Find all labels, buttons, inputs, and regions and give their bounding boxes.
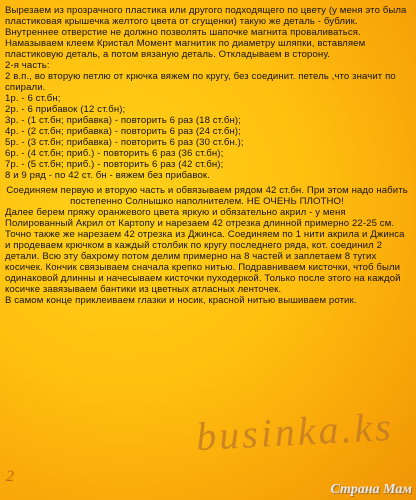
row-instruction: 1р. - 6 ст.бн; — [5, 93, 61, 104]
fringe-paragraph: Точно также же нарезаем 42 отрезка из Джинса. Соединяем по 1 нити акрила и Джинса и продеваем крючком в каждый столбик по кругу последнего ряда, кот. соединил 2 детали. Всю эту бахрому потом делим примерно на 8 частей и заплетаем 8 тугих косичек. Кончик связываем сначала крепко нитью. Подравниваем кисточки, чтоб были одинаковой длинны и начесываем кисточки пуходеркой. Только после этого на каждой косичке завязываем бантики из цветных атласных ленточек. — [5, 229, 405, 295]
yarn-paragraph: Далее берем пряжу оранжевого цвета яркую и обязательно акрил - у меня Полированный Акрил от Картопу и нарезаем 42 отрезка длинной примерно 22-25 см. — [5, 207, 395, 229]
row-instruction: 4р. - (2 ст.бн; прибавка) - повторить 6 раз (24 ст.бн); — [5, 126, 241, 137]
row-instruction: 5р. - (3 ст.бн; прибавка) - повторить 6 раз (30 ст.бн.); — [5, 137, 244, 148]
join-paragraph: Соединяем первую и вторую часть и обвязываем рядом 42 ст.бн. При этом надо набить постепенно Солнышко наполнителем. НЕ ОЧЕНЬ ПЛОТНО! — [6, 185, 408, 207]
row-instruction: 8 и 9 ряд - по 42 ст. бн - вяжем без прибавок. — [5, 170, 210, 181]
page-number: 2 — [6, 468, 14, 485]
author-signature: businka.ks — [195, 403, 396, 460]
part2-description: 2 в.п., во вторую петлю от крючка вяжем по кругу, без соединит. петель ,что значит по спирали. — [5, 71, 396, 93]
row-instruction: 6р. - (4 ст.бн; приб.) - повторить 6 раз (36 ст.бн); — [5, 148, 224, 159]
row-instruction: 2р. - 6 прибавок (12 ст.бн); — [5, 104, 126, 115]
site-watermark: Страна Мам — [330, 482, 412, 497]
part2-title: 2-я часть: — [5, 60, 50, 71]
instruction-text — [5, 5, 409, 306]
row-instruction: 7р. - (5 ст.бн; приб.) - повторить 6 раз (42 ст.бн); — [5, 159, 224, 170]
intro-paragraph: Вырезаем из прозрачного пластика или другого подходящего по цвету (у меня это была пластиковая крышечка желтого цвета от сгущенки) такую же деталь - бублик. Внутреннее отверстие не должно позволять шапочке магнита проваливаться. Намазываем клеем Кристал Момент магнитик по диаметру шляпки, вставляем пластиковую деталь, а потом вязаную деталь. Откладываем в сторону. — [5, 5, 407, 60]
row-instruction: 3р. - (1 ст.бн; прибавка) - повторить 6 раз (18 ст.бн); — [5, 115, 241, 126]
final-paragraph: В самом конце приклеиваем глазки и носик, красной нитью вышиваем ротик. — [5, 295, 357, 306]
